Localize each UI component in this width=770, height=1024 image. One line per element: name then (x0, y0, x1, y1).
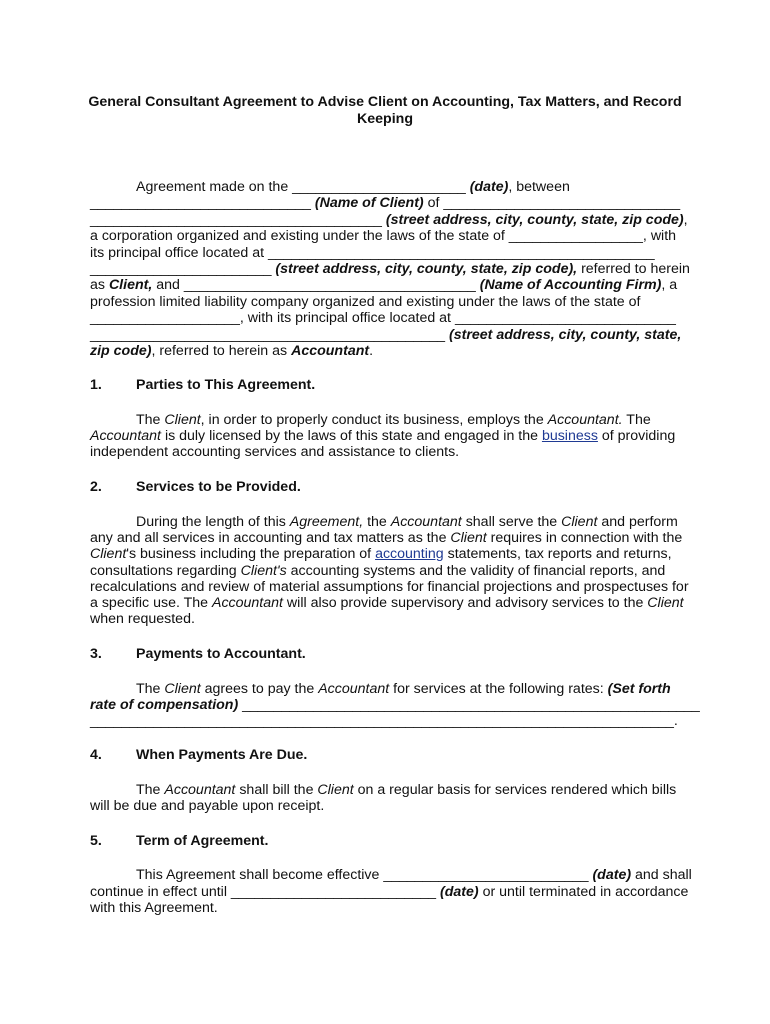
paragraph-line: continue in effect until __________________________ (date) or until terminated in accordance (90, 884, 689, 900)
paragraph-line: recalculations and review of material assumptions for financial projections and prospectuses for (90, 579, 689, 595)
paragraph-line: The Client agrees to pay the Accountant for services at the following rates: (Set forth (136, 681, 671, 697)
section-number: 3. (90, 646, 102, 662)
section-heading: Parties to This Agreement. (136, 377, 316, 393)
accounting-link[interactable]: accounting (375, 546, 444, 562)
section-heading: Term of Agreement. (136, 833, 269, 849)
intro-line: _____________________________________ (street address, city, county, state, zip code), (90, 212, 688, 228)
intro-line: Agreement made on the ______________________ (date), between (136, 179, 570, 195)
paragraph-line: During the length of this Agreement, the Accountant shall serve the Client and perform (136, 514, 678, 530)
paragraph-line: any and all services in accounting and tax matters as the Client requires in connection with the (90, 530, 683, 546)
paragraph-line: when requested. (90, 611, 195, 627)
paragraph-line: a specific use. The Accountant will also provide supervisory and advisory services to the Client (90, 595, 684, 611)
intro-line: ____________________________ (Name of Client) of ______________________________ (90, 195, 681, 211)
paragraph-line: Client's business including the preparation of accounting statements, tax reports and returns, (90, 546, 672, 562)
section-heading: Payments to Accountant. (136, 646, 306, 662)
intro-line: _____________________________________________ (street address, city, county, state, (90, 327, 682, 343)
intro-line: _______________________ (street address, city, county, state, zip code), referred to herein (90, 261, 690, 277)
section-number: 1. (90, 377, 102, 393)
paragraph-line: rate of compensation) __________________________________________________________ (90, 697, 700, 713)
title-line-1: General Consultant Agreement to Advise Client on Accounting, Tax Matters, and Record (88, 94, 682, 110)
section-number: 4. (90, 747, 102, 763)
intro-line: zip code), referred to herein as Accountant. (90, 343, 374, 359)
paragraph-line: This Agreement shall become effective __________________________ (date) and shall (136, 867, 692, 883)
paragraph-line: Accountant is duly licensed by the laws of this state and engaged in the business of providing (90, 428, 676, 444)
document-title (80, 94, 690, 127)
intro-line: as Client, and _____________________________________ (Name of Accounting Firm), a (90, 277, 678, 293)
title-line-2: Keeping (357, 110, 413, 127)
business-link[interactable]: business (541, 428, 598, 444)
intro-line: its principal office located at _________________________________________________ (90, 245, 655, 261)
section-number: 5. (90, 833, 102, 849)
section-number: 2. (90, 479, 102, 495)
section-heading: When Payments Are Due. (136, 747, 308, 763)
intro-line: a corporation organized and existing under the laws of the state of _________________, with (90, 228, 677, 244)
paragraph-line: The Accountant shall bill the Client on a regular basis for services rendered which bills (136, 782, 677, 798)
paragraph-line: independent accounting services and assistance to clients. (90, 444, 460, 460)
paragraph-line: __________________________________________________________________________. (90, 713, 678, 729)
paragraph-line: with this Agreement. (90, 900, 218, 916)
section-heading: Services to be Provided. (136, 479, 301, 495)
paragraph-line: consultations regarding Client's accounting systems and the validity of financial reports, and (90, 563, 666, 579)
intro-line: ___________________, with its principal office located at ____________________________ (90, 310, 676, 326)
intro-line: profession limited liability company organized and existing under the laws of the state of (90, 294, 641, 310)
paragraph-line: will be due and payable upon receipt. (90, 798, 325, 814)
paragraph-line: The Client, in order to properly conduct its business, employs the Accountant. The (136, 412, 651, 428)
